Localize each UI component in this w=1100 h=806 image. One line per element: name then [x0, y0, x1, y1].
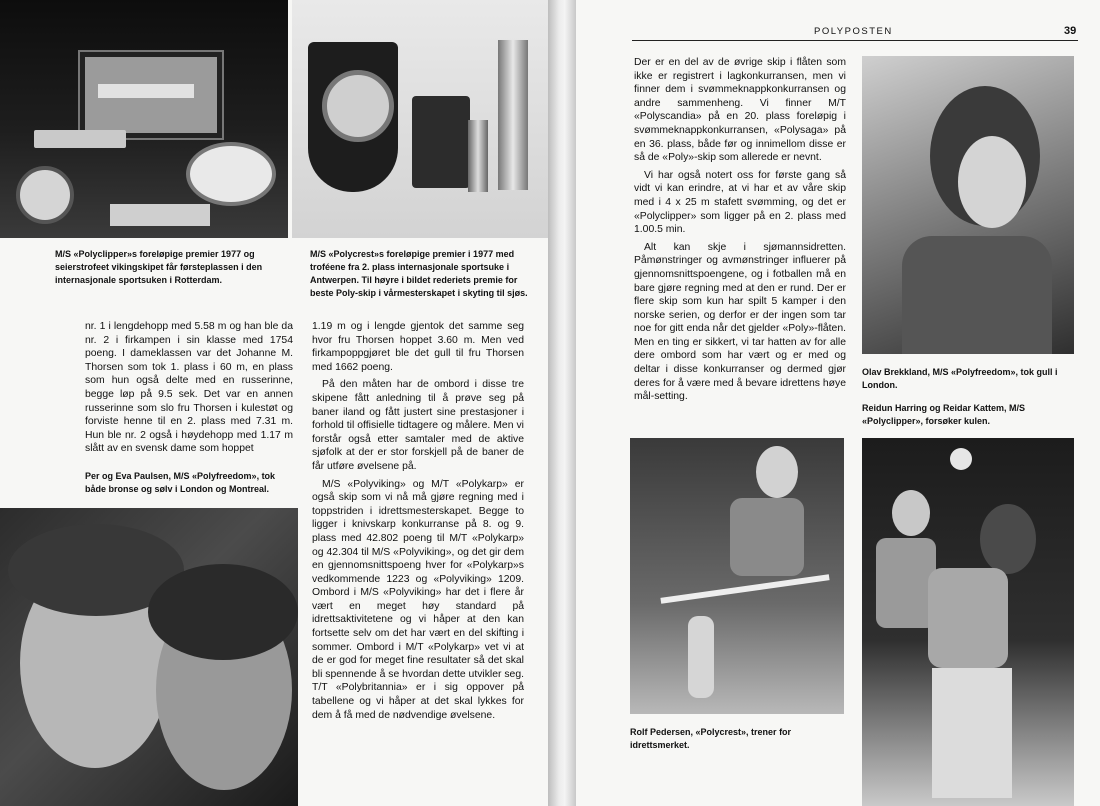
pedersen-hurdle-photo — [630, 438, 844, 714]
caption-polycrest-trophies: M/S «Polycrest»s foreløpige premier i 1977 med troféene fra 2. plass internasjonale sportsuke i Antwerpen. Til høyre i bildet rederiets premie for beste Poly-skip i vårmesterskapet i skyting til sjøs. — [310, 249, 528, 298]
paragraph: nr. 1 i lengdehopp med 5.58 m og han ble da nr. 2 i firkampen i sin klasse med 1754 poeng. I dameklassen var det Johanne M. Thorsen som tok 1. plass i 60 m, en plass som hun også delte med en russerinne, begge løp på 9.5 sek. Det var en annen russerinne som slo fru Thorsen i kulestøt og forviste henne til en 2. plass med 7.31 m. Hun ble nr. 2 også i høydehopp med 1.17 m slått av en svensk dame som hoppet — [85, 321, 293, 455]
caption-brekkland: Olav Brekkland, M/S «Polyfreedom», tok gull i London. — [862, 367, 1058, 390]
caption-paulsen: Per og Eva Paulsen, M/S «Polyfreedom», tok både bronse og sølv i London og Montreal. — [85, 471, 276, 494]
paragraph: 1.19 m og i lengde gjentok det samme seg hvor fru Thorsen hoppet 3.60 m. Men ved firkampoppgjøret ble det gull til fru Thorsen med 1662 poeng. — [312, 321, 524, 373]
running-header-title: POLYPOSTEN — [814, 26, 893, 37]
right-page — [576, 0, 1100, 806]
paragraph: M/S «Polyviking» og M/T «Polykarp» er også skip som vi nå må gjøre regning med i toppstriden i idrettsmesterskapet. Begge to ligger i knivskarp konkurranse på 8. og 9. plass med 42.802 poeng til M/T «Polykarp» og 42.304 til M/S «Polyviking», og det gir dem en gjennomsnittspoeng hver for «Polykarp»s vedkommende 1223 og «Polyviking» 1209. Ombord i M/S «Polyviking» har det i flere år vært en meget høy standard på idrettsaktivitetene og vi håper at den kan fortsette selv om det har vært en del skifting i sommer. Ombord i M/T «Polykarp» vet vi at de er god for meget fine resultater så det skal bli spennende å se hvordan dette utvikler seg. T/T «Polybritannia» er i sig oppover på tabellene og vi håper at det skal lykkes for dem å få med de nødvendige øvelsene. — [312, 478, 524, 721]
caption-pedersen: Rolf Pedersen, «Polycrest», trener for idrettsmerket. — [630, 727, 792, 750]
header-rule — [632, 40, 1078, 41]
left-page — [0, 0, 548, 806]
caption-polyclipper-trophies: M/S «Polyclipper»s foreløpige premier 1977 og seierstrofeet vikingskipet får førsteplassen i den internasjonale sportsuken i Rotterdam. — [55, 249, 263, 285]
article-column-left — [85, 320, 293, 460]
polycrest-trophies-photo — [292, 0, 548, 238]
paragraph: Der er en del av de øvrige skip i flåten som ikke er registrert i lagkonkurransen, men vi finner dem i svømmeknappkonkurransen og andre sammenheng. Vi finner M/T «Polyscandia» på en 20. plass foreløpig i svømmeknappkonkurransen, «Polysaga» på en 36. plass, både før og innimellom disse er så de «Poly»-skip som allerede er nevnt. — [634, 57, 846, 164]
polyclipper-trophies-photo — [0, 0, 288, 238]
page-number: 39 — [1064, 25, 1077, 37]
page-gutter — [548, 0, 576, 806]
caption-harring-kattem: Reidun Harring og Reidar Kattem, M/S «Polyclipper», forsøker kulen. — [862, 403, 1026, 426]
paulsen-couple-photo — [0, 508, 298, 806]
article-column-right — [634, 56, 846, 408]
article-column-middle — [312, 320, 524, 726]
harring-kattem-shot-put-photo — [862, 438, 1074, 806]
paragraph: På den måten har de ombord i disse tre skipene fått anledning til å prøve seg på baner iland og fått justert sine prestasjoner i forhold til offisielle tidtagere og målere. Men vi forstår også etter samtaler med de aktive sjøfolk at der er stor forskjell på de baner de får utføre øvelsene på. — [312, 379, 524, 472]
paragraph: Vi har også notert oss for første gang så vidt vi kan erindre, at vi har et av våre skip med i 4 x 25 m stafett svømming, og det er «Polyclipper» som ligger på en 2. plass med 1.00.5 min. — [634, 169, 846, 236]
paragraph: Alt kan skje i sjømannsidretten. Påmønstringer og avmønstringer influerer på gjennomsnittspoengene, og i fotballen må en bare gjøre regning med at den er rund. Der er flere skip som kun har spilt 5 kamper i den norske serien, og derfor er der ingen som tar noe for gitt enda når det gjelder «Poly»-flåten. Men en ting er sikkert, vi tar hatten av for alle dere ombord som har vært og er med og deltar i disse konkurranser og dermed gjør deres for å være med å bevare idrettens høye mål-setting. — [634, 241, 846, 403]
brekkland-photo — [862, 56, 1074, 354]
